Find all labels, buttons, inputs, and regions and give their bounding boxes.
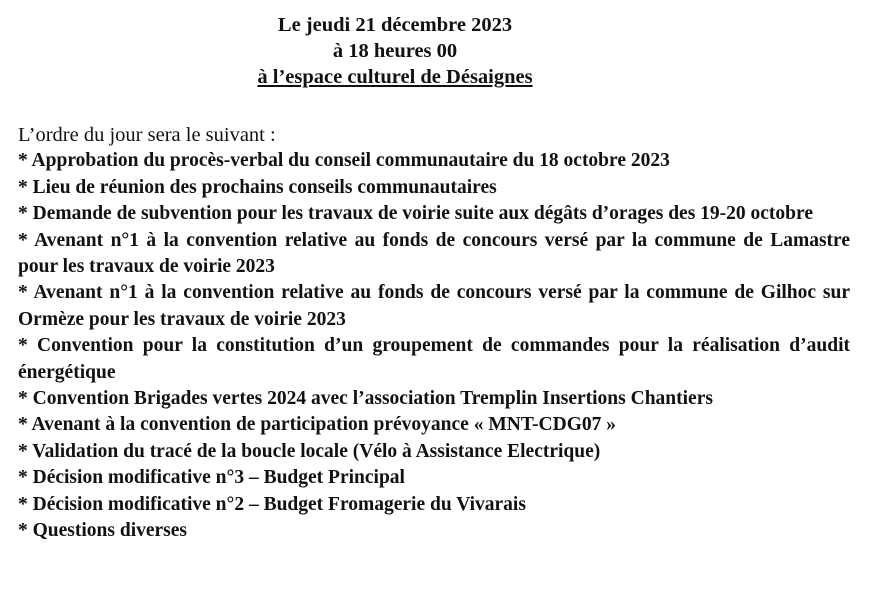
agenda-item: * Avenant n°1 à la convention relative au fonds de concours versé par la commune de Gilhoc sur Ormèze pour les travaux de voirie 2023 [18, 282, 850, 330]
agenda-item: * Questions diverses [18, 520, 188, 542]
agenda-item: * Avenant à la convention de participation prévoyance « MNT-CDG07 » [18, 414, 616, 436]
agenda-item: * Décision modificative n°3 – Budget Principal [18, 467, 405, 489]
agenda-item: * Décision modificative n°2 – Budget Fromagerie du Vivarais [18, 493, 526, 515]
agenda-item: * Lieu de réunion des prochains conseils communautaires [18, 176, 497, 198]
agenda-item: * Avenant n°1 à la convention relative au fonds de concours versé par la commune de Lamastre pour les travaux de voirie 2023 [18, 229, 850, 278]
agenda-item: * Validation du tracé de la boucle locale (Vélo à Assistance Electrique) [18, 440, 601, 462]
agenda-item: * Convention Brigades vertes 2024 avec l’association Tremplin Insertions Chantiers [18, 388, 713, 410]
meeting-time: à 18 heures 00 [332, 40, 458, 62]
agenda-intro: L’ordre du jour sera le suivant : [18, 124, 276, 146]
agenda-item: * Approbation du procès-verbal du conseil communautaire du 18 octobre 2023 [18, 150, 670, 172]
agenda-item: * Convention pour la constitution d’un groupement de commandes pour la réalisation d’audit énergétique [18, 335, 850, 383]
meeting-header [0, 12, 790, 90]
meeting-date: Le jeudi 21 décembre 2023 [277, 14, 513, 36]
agenda-item: * Demande de subvention pour les travaux de voirie suite aux dégâts d’orages des 19-20 octobre [18, 203, 813, 225]
agenda [18, 122, 850, 545]
meeting-place: à l’espace culturel de Désaignes [257, 66, 533, 88]
